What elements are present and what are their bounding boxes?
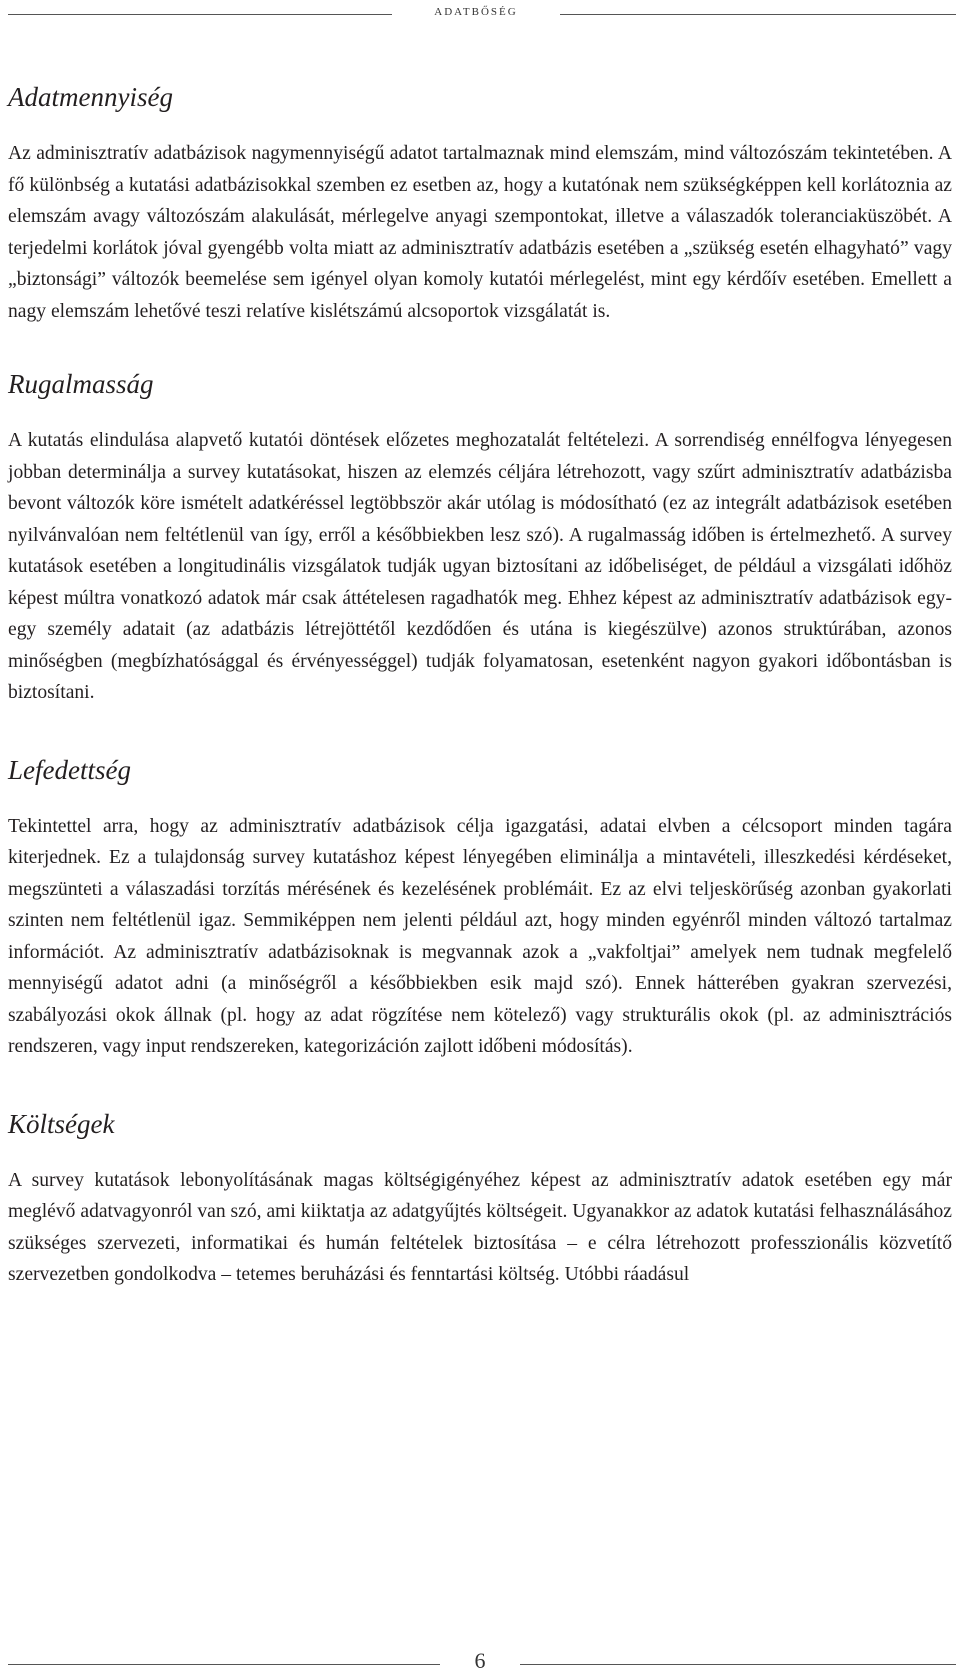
page-number: 6 <box>474 1648 486 1673</box>
header-rule-left <box>8 14 392 15</box>
section-paragraph: A kutatás elindulása alapvető kutatói döntések előzetes meghozatalát feltételezi. A sorrendiség ennélfogva lényegesen jobban determinálja a survey kutatásokat, hiszen az elemzés céljára létrehozott, vagy szűrt adminisztratív adatbázisba bevont változók köre ismételt adatkéréssel legtöbbször akár utólag is módosítható (ez az integrált adatbázisok esetében nyilvánvalóan nem feltétlenül van így, erről a későbbiekben lesz szó). A rugalmasság időben is értelmezhető. A survey kutatások esetében a longitudinális vizsgálatok tudják ugyan biztosítani az időbeliséget, de például a vizsgálati időhöz képest múltra vonatkozó adatok már csak áttételesen ragadhatók meg. Ehhez képest az adminisztratív adatbázisok egy-egy személy adatait (az adatbázis létrejöttétől kezdődően és utána is kiegészülve) azonos struktúrában, azonos minőségben (megbízhatósággal és érvényességgel) tudják folyamatosan, esetenként nagyon gyakori időbontásban is biztosítani. <box>8 430 952 703</box>
section-paragraph: A survey kutatások lebonyolításának magas költségigényéhez képest az adminisztratív adatok esetében egy már meglévő adatvagyonról van szó, ami kiiktatja az adatgyűjtés költségeit. Ugyanakkor az adatok kutatási felhasználásához szükséges szervezeti, informatikai és humán feltételek biztosítása – e célra létrehozott professzionális közvetítő szervezetben gondolkodva – tetemes beruházási és fenntartási költség. Utóbbi ráadásul <box>8 1169 952 1285</box>
footer-rule-right <box>520 1664 956 1665</box>
page-footer <box>0 1648 960 1679</box>
section-paragraph: Tekintettel arra, hogy az adminisztratív adatbázisok célja igazgatási, adatai elvben a célcsoport minden tagára kiterjednek. Ez a tulajdonság survey kutatáshoz képest lényegében eliminálja a mintavételi, illeszkedési kérdéseket, megszünteti a válaszadási torzítás mérésének és kezelésének problémáit. Ez az elvi teljeskörűség azonban gyakorlati szinten nem feltétlenül igaz. Semmiképpen nem jelenti például azt, hogy minden egyénről minden változó tartalmaz információt. Az adminisztratív adatbázisoknak is megvannak azok a „vakfoltjai” amelyek nem tudnak megfelelő mennyiségű adatot adni (a minőségről a későbbiekben esik majd szó). Ennek hátterében gyakran szervezési, szabályozási okok állnak (pl. hogy az adat rögzítése nem kötelező) vagy strukturális okok (pl. az adminisztrációs rendszeren, vagy input rendszereken, kategorizáción zajlott időbeni módosítás). <box>8 815 952 1057</box>
section-heading: Rugalmasság <box>8 369 154 399</box>
page-body <box>8 80 952 1331</box>
header-rule-right <box>560 14 956 15</box>
section-heading: Költségek <box>8 1108 115 1139</box>
section-rugalmassag <box>8 367 952 709</box>
section-koltsegek <box>8 1107 952 1291</box>
running-title: adatbőség <box>434 3 518 19</box>
section-paragraph: Az adminisztratív adatbázisok nagymennyiségű adatot tartalmaznak mind elemszám, mind változószám tekintetében. A fő különbség a kutatási adatbázisokkal szemben ez esetben az, hogy a kutatónak nem szükségképpen kell korlátoznia az elemszám avagy változószám alakulását, mérlegelve anyagi szempontokat, illetve a válaszadók toleranciaküszöbét. A terjedelmi korlátok jóval gyengébb volta miatt az adminisztratív adatbázis esetében a „szükség esetén elhagyható” vagy „biztonsági” változók beemelése sem igényel olyan komoly kutatói mérlegelést, mint egy kérdőív esetében. Emellett a nagy elemszám lehetővé teszi relatíve kislétszámú alcsoportok vizsgálatát is. <box>8 143 952 322</box>
section-heading: Adatmennyiség <box>8 82 173 112</box>
section-heading: Lefedettség <box>8 754 131 785</box>
section-adatmennyiseg <box>8 80 952 327</box>
running-header <box>0 0 960 28</box>
section-lefedettseg <box>8 753 952 1063</box>
footer-rule-left <box>8 1664 440 1665</box>
